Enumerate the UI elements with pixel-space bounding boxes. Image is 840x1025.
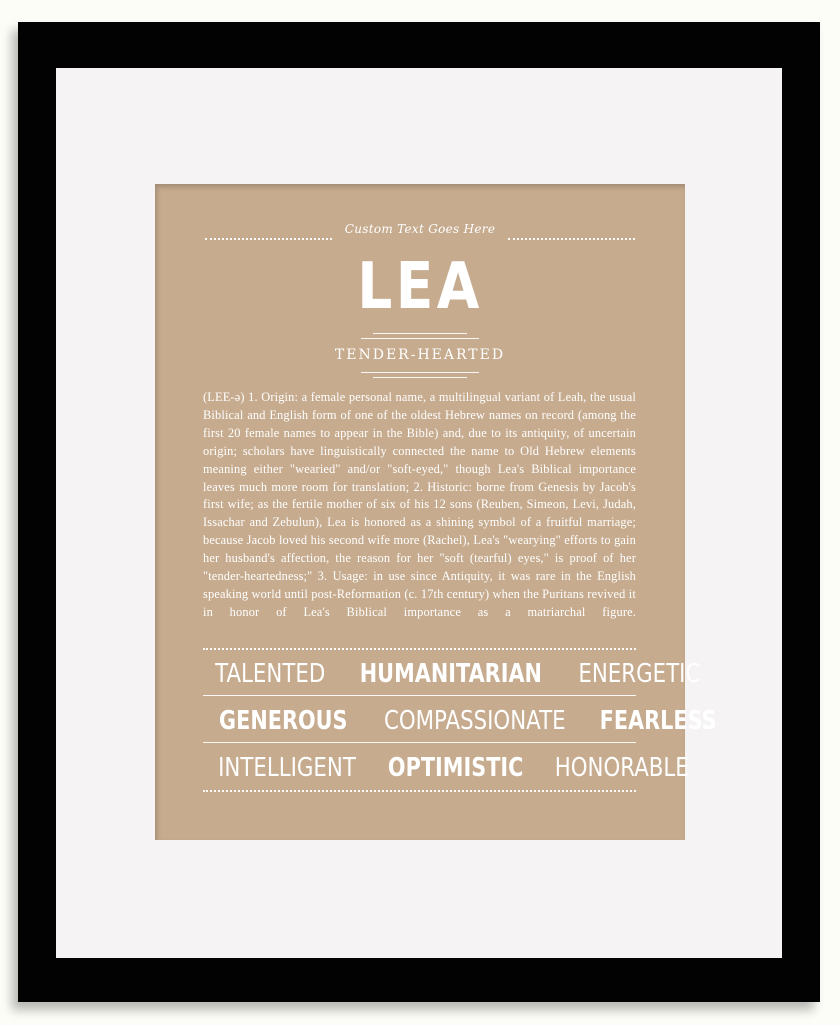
trait-word: COMPASSIONATE <box>383 706 566 736</box>
header-dots-left <box>205 238 332 240</box>
trait-divider-2 <box>203 742 636 743</box>
header-dots-right <box>508 238 635 240</box>
picture-frame <box>18 22 820 1002</box>
trait-row-2 <box>203 701 717 741</box>
trait-row-3 <box>203 748 690 788</box>
trait-divider-1 <box>203 695 636 696</box>
trait-word: TALENTED <box>215 659 326 689</box>
trait-word: HONORABLE <box>555 753 690 783</box>
name-print <box>155 184 717 840</box>
trait-word: GENEROUS <box>219 706 348 736</box>
meaning-rule-top <box>361 372 479 373</box>
name-definition: (LEE-ə) 1. Origin: a female personal name, a multilingual variant of Leah, the usual Biblical and English form of one of the oldest Hebrew names on record (among the first 20 female names to appear in the Bible) and, due to its antiquity, of uncertain origin; scholars have linguistically connected the name to Old Hebrew elements meaning either "wearied" and/or "soft-eyed," though Lea's Biblical importance leaves much more room for translation; 2. Historic: borne from Genesis by Jacob's first wife; as the fertile mother of six of his 12 sons (Reuben, Simeon, Levi, Judah, Issachar and Zebulun), Lea is honored as a shining symbol of a fruitful marriage; because Jacob loved his second wife more (Rachel), Lea's "wearying" efforts to gain her husband's affection, the reason for her "soft (tearful) eyes," is proof of her "tender-heartedness;" 3. Usage: in use since Antiquity, it was rare in the English speaking world until post-Reformation (c. 17th century) when the Puritans revived it in honor of Lea's Biblical importance as a matriarchal figure. <box>203 390 636 619</box>
trait-row-1 <box>203 654 701 694</box>
trait-word: OPTIMISTIC <box>387 753 524 783</box>
name-title: LEA <box>357 250 483 324</box>
trait-word: INTELLIGENT <box>218 753 356 783</box>
name-meaning: TENDER-HEARTED <box>334 347 506 363</box>
trait-word: HUMANITARIAN <box>360 659 543 689</box>
name-rule-bottom <box>361 338 479 339</box>
traits-dots-bottom <box>203 790 636 792</box>
traits-dots-top <box>203 648 636 650</box>
trait-word: FEARLESS <box>599 706 717 736</box>
custom-text: Custom Text Goes Here <box>344 222 496 236</box>
trait-word: ENERGETIC <box>578 659 701 689</box>
name-rule-top <box>373 333 467 334</box>
meaning-rule-bottom <box>373 377 467 378</box>
mat-board <box>56 68 782 958</box>
